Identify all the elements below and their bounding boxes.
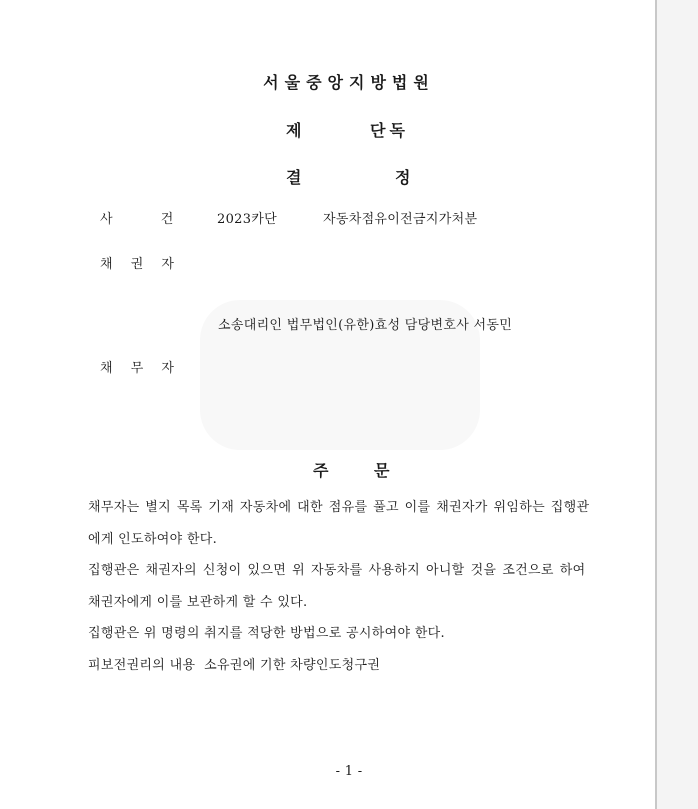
debtor-label: 채 무 자 xyxy=(100,361,176,376)
doc-title-right: 정 xyxy=(395,168,411,187)
case-label: 사 건 xyxy=(100,212,176,227)
case-number: 2023카단 xyxy=(217,212,277,227)
court-name: 서울중앙지방법원 xyxy=(263,73,435,92)
order-paragraph: 집행관은 위 명령의 취지를 적당한 방법으로 공시하여야 한다. xyxy=(88,626,445,641)
creditor-representative: 소송대리인 법무법인(유한)효성 담당변호사 서동민 xyxy=(218,318,513,333)
dept-right: 단독 xyxy=(370,121,409,140)
creditor-label: 채 권 자 xyxy=(100,257,176,272)
order-paragraph: 채무자는 별지 목록 기재 자동차에 대한 점유를 풀고 이를 채권자가 위임하는 집행관 xyxy=(88,500,590,515)
order-heading: 주 문 xyxy=(313,461,390,480)
order-paragraph: 피보전권리의 내용 소유권에 기한 차량인도청구권 xyxy=(88,658,381,673)
page-number: - 1 - xyxy=(335,764,363,779)
dept-left: 제 xyxy=(286,121,302,140)
case-name: 자동차점유이전금지가처분 xyxy=(323,212,478,227)
doc-title-left: 결 xyxy=(286,168,302,187)
page-gutter xyxy=(657,0,698,809)
order-paragraph: 채권자에게 이를 보관하게 할 수 있다. xyxy=(88,595,308,610)
order-paragraph: 에게 인도하여야 한다. xyxy=(88,532,218,547)
page-edge xyxy=(655,0,657,809)
order-paragraph: 집행관은 채권자의 신청이 있으면 위 자동차를 사용하지 아니할 것을 조건으로 하여 xyxy=(88,563,586,578)
